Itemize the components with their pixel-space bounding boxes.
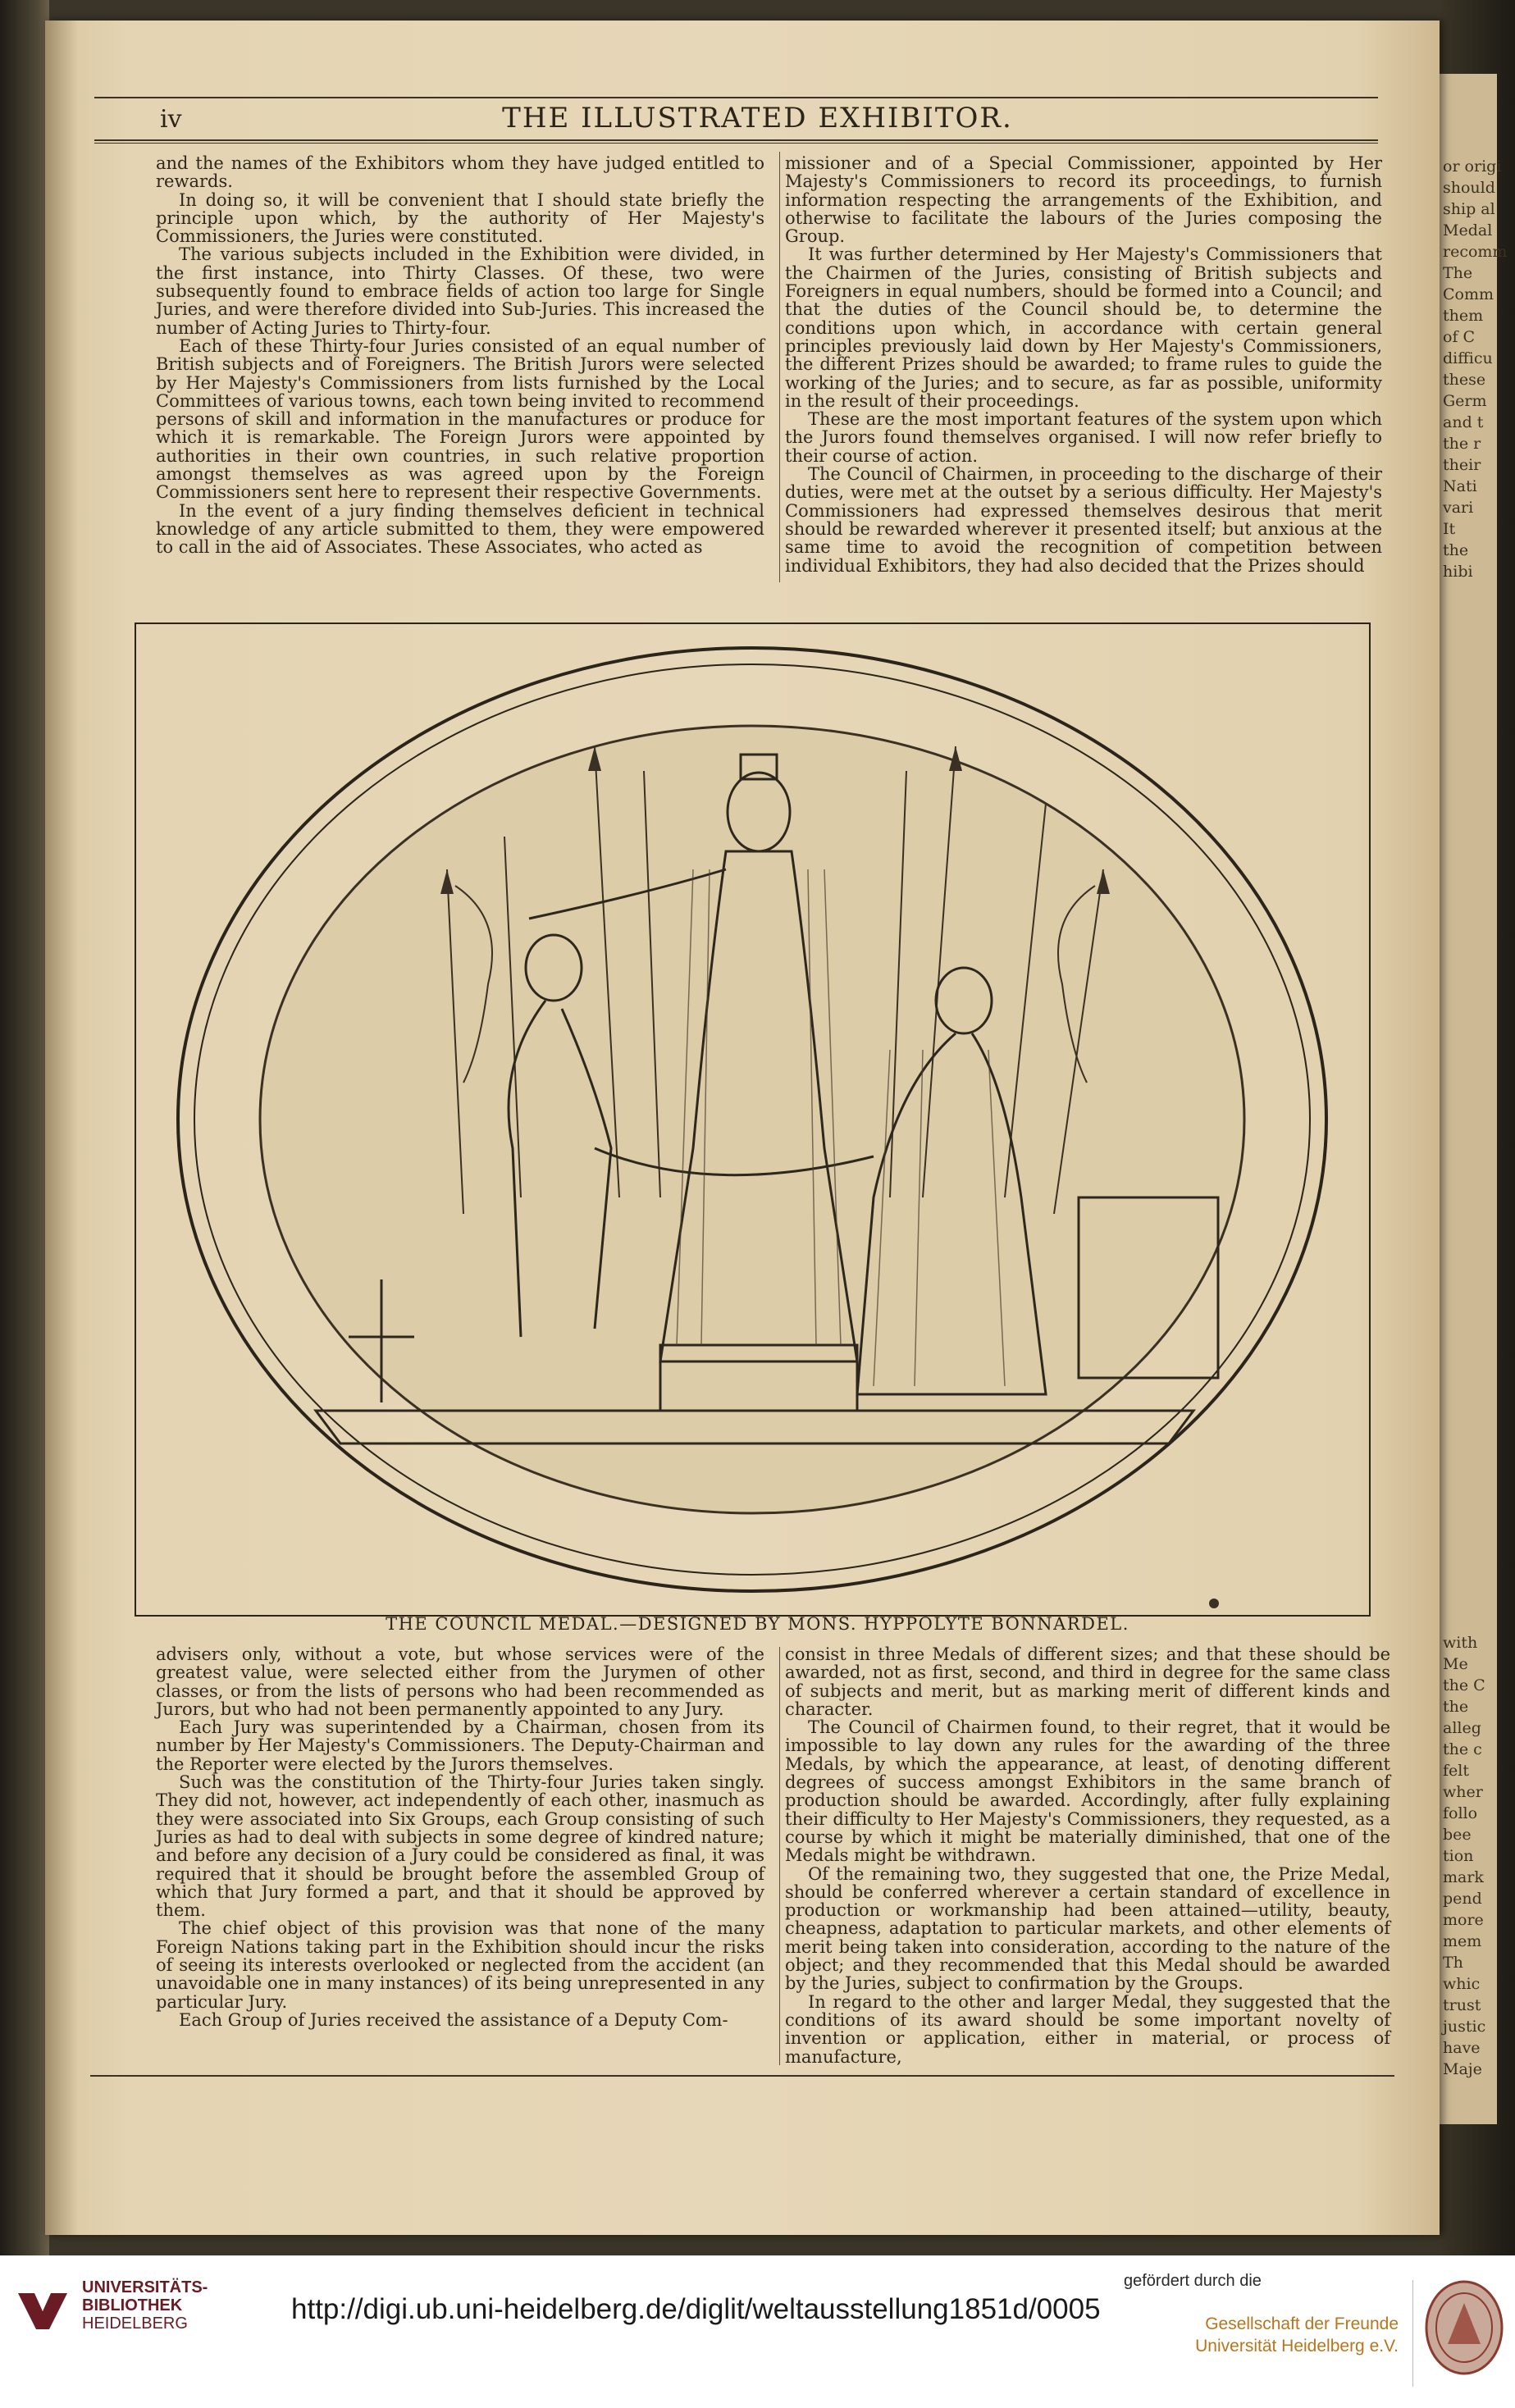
adjacent-page-fragment: alleg <box>1443 1719 1481 1737</box>
paragraph: The Council of Chairmen found, to their regret, that it would be impossible to lay down any rules for the awarding of the three Medals, by which the appearance, at least, of denoting different degrees of success amongst Exhibitors in the same branch of production should be awarded. Accordingly, after fully explaining their difficulty to Her Majesty's Commissioners, they requested, as a course by which it might be materially diminished, that one of the Medals might be withdrawn. <box>785 1717 1390 1866</box>
header-rule-thin <box>94 143 1378 144</box>
header-rule-bottom <box>94 139 1378 141</box>
paragraph: advisers only, without a vote, but whose services were of the greatest value, were selected either from the Jurymen of other classes, or from the lists of persons who had been recommended as Jurors, but who had not been permanently appointed to any Jury. <box>156 1644 764 1719</box>
adjacent-page-fragment: Maje <box>1443 2060 1482 2078</box>
adjacent-page-fragment: bee <box>1443 1826 1472 1844</box>
adjacent-page-fragment: difficu <box>1443 349 1493 367</box>
adjacent-page-fragment: felt <box>1443 1762 1469 1780</box>
page-number: iv <box>160 105 182 134</box>
paragraph: Of the remaining two, they suggested that one, the Prize Medal, should be conferred wherever a certain standard of excellence in production or workmanship had been attained—utility, beauty, cheapness, adaptation to particular markets, and other elements of merit being taken into consideration, according to the nature of the object; and they recommended that this Medal should be awarded by the Juries, subject to confirmation by the Groups. <box>785 1863 1390 1994</box>
paragraph: Such was the constitution of the Thirty-four Juries taken singly. They did not, however, act independently of each other, inasmuch as they were associated into Six Groups, each Group consisting of such Juries as had to deal with subjects in some degree of kindred nature; and before any decision of a Jury could be considered as final, it was required that it should be brought before the assembled Group of which that Jury formed a part, and that it should be approved by them. <box>156 1772 764 1921</box>
paragraph: It was further determined by Her Majesty's Commissioners that the Chairmen of the Juries, consisting of British subjects and Foreigners in equal numbers, should be formed into a Council; and that the duties of the Council should be, to determine the conditions upon which, in accordance with certain general principles previously laid down by Her Majesty's Commissioners, the different Prizes should be awarded; to frame rules to guide the working of the Juries; and to secure, as far as possible, uniformity in the result of their proceedings. <box>785 244 1382 411</box>
text-column-top-left <box>156 154 764 557</box>
paragraph: In the event of a jury finding themselves deficient in technical knowledge of any article submitted to them, they were empowered to call in the aid of Associates. These Associates, who acted as <box>156 500 764 558</box>
adjacent-page-fragment: hibi <box>1443 563 1473 581</box>
footer-divider <box>1412 2280 1413 2387</box>
column-divider-top <box>779 152 780 582</box>
adjacent-page-fragment: follo <box>1443 1804 1478 1822</box>
paragraph: Each Jury was superintended by a Chairman, chosen from its number by Her Majesty's Commissioners. The Deputy-Chairman and the Reporter were elected by the Jurors themselves. <box>156 1717 764 1774</box>
adjacent-page-fragment: Nati <box>1443 477 1477 495</box>
digitization-footer <box>0 2255 1515 2408</box>
text-column-bottom-left <box>156 1645 764 2029</box>
book-binding-left <box>0 0 49 2255</box>
figure-caption: THE COUNCIL MEDAL.—DESIGNED BY MONS. HYPPOLYTE BONNARDEL. <box>386 1614 1129 1634</box>
adjacent-page-fragment: the c <box>1443 1740 1482 1758</box>
adjacent-page-fragment: vari <box>1443 499 1474 517</box>
paragraph: Each Group of Juries received the assistance of a Deputy Com- <box>179 2009 728 2030</box>
council-medal-illustration <box>135 623 1370 1616</box>
adjacent-page-fragment: the <box>1443 541 1469 559</box>
footer-rule <box>90 2075 1394 2077</box>
funded-by-label: gefördert durch die <box>1124 2272 1262 2290</box>
adjacent-page-fragment: trust <box>1443 1996 1481 2014</box>
adjacent-page-fragment: It <box>1443 520 1456 538</box>
text-column-top-right <box>785 154 1382 575</box>
adjacent-page-fragment: recomm <box>1443 243 1508 261</box>
adjacent-page-fragment: and t <box>1443 413 1484 431</box>
adjacent-page-fragment: the r <box>1443 435 1481 453</box>
page-gutter-shadow <box>45 21 78 2235</box>
adjacent-page-fragment: The <box>1443 264 1473 282</box>
adjacent-page-fragment: the C <box>1443 1676 1485 1694</box>
adjacent-page-fragment: mem <box>1443 1932 1482 1950</box>
adjacent-page-fragment: have <box>1443 2039 1481 2057</box>
sponsor-name: Gesellschaft der Freunde Universität Heidelberg e.V. <box>1195 2315 1399 2356</box>
adjacent-page-fragment: or origi <box>1443 157 1502 176</box>
university-seal-icon <box>1423 2278 1505 2377</box>
paragraph: missioner and of a Special Commissioner, appointed by Her Majesty's Commissioners to record its proceedings, to furnish information respecting the arrangements of the Exhibition, and otherwise to facilitate the labours of the Juries composing the Group. <box>785 153 1382 247</box>
adjacent-page-fragment: of C <box>1443 328 1476 346</box>
adjacent-page-fragment: mark <box>1443 1868 1484 1886</box>
adjacent-page-fragment: Germ <box>1443 392 1487 410</box>
header-rule-top <box>94 97 1378 98</box>
adjacent-page-fragment: these <box>1443 371 1486 389</box>
adjacent-page-fragment: should <box>1443 179 1495 197</box>
adjacent-page-fragment: Medal <box>1443 221 1493 239</box>
adjacent-page-fragment: whic <box>1443 1975 1481 1993</box>
adjacent-page-edge <box>1440 74 1508 2124</box>
paragraph: The various subjects included in the Exhibition were divided, in the first instance, into Thirty Classes. Of these, two were subsequently found to embrace fields of action too large for Single Juries, and were therefore divided into Sub-Juries. This increased the number of Acting Juries to Thirty-four. <box>156 244 764 338</box>
adjacent-page-fragment: pend <box>1443 1890 1482 1908</box>
adjacent-page-fragment: with <box>1443 1634 1478 1652</box>
paragraph: These are the most important features of the system upon which the Jurors found themselves organised. I will now refer briefly to their course of action. <box>785 409 1382 466</box>
adjacent-page-fragment: Th <box>1443 1954 1463 1972</box>
adjacent-page-fragment: their <box>1443 456 1481 474</box>
adjacent-page-fragment: them <box>1443 307 1484 325</box>
paragraph: Each of these Thirty-four Juries consisted of an equal number of British subjects and of Foreigners. The British Jurors were selected by Her Majesty's Commissioners from lists furnished by the Local Committees of various towns, each town being invited to recommend persons of skill and information in the manufactures or produce for which it is remarkable. The Foreign Jurors were appointed by authorities in their own countries, in such relative proportion amongst themselves as was agreed upon by the Foreign Commissioners sent here to represent their respective Governments. <box>156 335 764 503</box>
column-divider-bottom <box>779 1647 780 2065</box>
adjacent-page-fragment: justic <box>1443 2018 1486 2036</box>
library-name: UNIVERSITÄTS- BIBLIOTHEK HEIDELBERG <box>82 2278 208 2333</box>
adjacent-page-fragment: Comm <box>1443 285 1494 303</box>
paragraph: The chief object of this provision was that none of the many Foreign Nations taking part in the Exhibition should incur the risks of seeing its interests overlooked or neglected from the accident (an unavoidable one in many instances) of its being unrepresented in any particular Jury. <box>156 1918 764 2012</box>
paragraph: The Council of Chairmen, in proceeding to the discharge of their duties, were met at the outset by a serious difficulty. Her Majesty's Commissioners had expressed themselves desirous that merit should be rewarded wherever it presented itself; but anxious at the same time to avoid the recognition of competition between individual Exhibitors, they had also decided that the Prizes should <box>785 464 1382 576</box>
paragraph: and the names of the Exhibitors whom they have judged entitled to rewards. <box>156 153 764 192</box>
paragraph: In doing so, it will be convenient that I should state briefly the principle upon which, by the authority of Her Majesty's Commissioners, the Juries were constituted. <box>156 189 764 247</box>
adjacent-page-fragment: wher <box>1443 1783 1483 1801</box>
adjacent-page-fragment: more <box>1443 1911 1484 1929</box>
university-library-logo-icon <box>18 2290 67 2333</box>
text-column-bottom-right <box>785 1645 1390 2066</box>
paragraph: consist in three Medals of different sizes; and that these should be awarded, not as first, second, and third in degree for the same class of subjects and merit, but as marking merit of different kinds and character. <box>785 1644 1390 1719</box>
adjacent-page-fragment: ship al <box>1443 200 1495 218</box>
paragraph: In regard to the other and larger Medal, they suggested that the conditions of its award should be some important novelty of invention or application, either in material, or process of manufacture, <box>785 1991 1390 2067</box>
adjacent-page-fragment: Me <box>1443 1655 1468 1673</box>
adjacent-page-fragment: the <box>1443 1698 1469 1716</box>
running-title: THE ILLUSTRATED EXHIBITOR. <box>502 102 1013 135</box>
adjacent-page-fragment: tion <box>1443 1847 1474 1865</box>
permalink-url[interactable]: http://digi.ub.uni-heidelberg.de/diglit/weltausstellung1851d/0005 <box>291 2293 1101 2325</box>
